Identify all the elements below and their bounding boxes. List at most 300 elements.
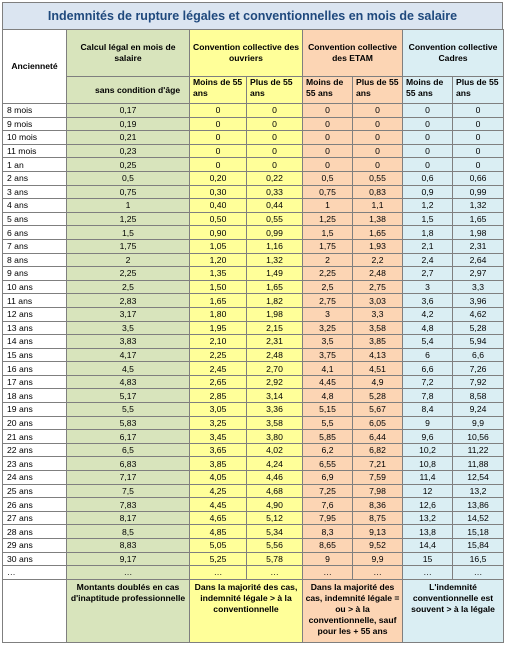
- cell-ouvriers-moins55: 4,85: [190, 525, 247, 539]
- cell-cadres-plus55: 9,9: [453, 416, 504, 430]
- cell-etam-moins55: 2,75: [303, 294, 353, 308]
- cell-anciennete: 12 ans: [3, 307, 67, 321]
- cell-ouvriers-plus55: 4,68: [247, 484, 303, 498]
- cell-cadres-moins55: 10,2: [403, 443, 453, 457]
- cell-anciennete: 8 mois: [3, 104, 67, 118]
- cell-ouvriers-moins55: 1,35: [190, 267, 247, 281]
- cell-legal: 7,5: [67, 484, 190, 498]
- cell-ouvriers-moins55: 5,25: [190, 552, 247, 566]
- table-row: [3, 375, 504, 389]
- cell-etam-moins55: 7,95: [303, 511, 353, 525]
- header-etam-plus55: Plus de 55 ans: [353, 77, 403, 104]
- cell-cadres-moins55: 15: [403, 552, 453, 566]
- cell-etam-plus55: 2,2: [353, 253, 403, 267]
- cell-etam-moins55: 0,75: [303, 185, 353, 199]
- cell-cadres-moins55: 4,2: [403, 307, 453, 321]
- cell-cadres-moins55: 2,1: [403, 239, 453, 253]
- cell-legal: …: [67, 566, 190, 580]
- cell-cadres-moins55: 9: [403, 416, 453, 430]
- cell-etam-moins55: 2,5: [303, 280, 353, 294]
- cell-cadres-plus55: 13,2: [453, 484, 504, 498]
- cell-anciennete: 15 ans: [3, 348, 67, 362]
- cell-ouvriers-moins55: 1,65: [190, 294, 247, 308]
- cell-ouvriers-plus55: 5,56: [247, 539, 303, 553]
- cell-cadres-plus55: 1,32: [453, 199, 504, 213]
- table-row: [3, 484, 504, 498]
- cell-anciennete: 28 ans: [3, 525, 67, 539]
- cell-ouvriers-moins55: 1,95: [190, 321, 247, 335]
- cell-ouvriers-moins55: 0: [190, 117, 247, 131]
- cell-cadres-plus55: 0: [453, 131, 504, 145]
- table-row: [3, 280, 504, 294]
- cell-ouvriers-moins55: 4,05: [190, 471, 247, 485]
- cell-ouvriers-moins55: 0: [190, 158, 247, 172]
- footer-cadres-note: L'indemnité conventionnelle est souvent > à la légale: [403, 579, 504, 642]
- table-row: [3, 117, 504, 131]
- cell-ouvriers-moins55: 1,80: [190, 307, 247, 321]
- cell-cadres-moins55: 0: [403, 117, 453, 131]
- cell-ouvriers-plus55: 0,33: [247, 185, 303, 199]
- cell-legal: 3,17: [67, 307, 190, 321]
- cell-anciennete: 14 ans: [3, 335, 67, 349]
- cell-ouvriers-plus55: …: [247, 566, 303, 580]
- cell-etam-moins55: 7,25: [303, 484, 353, 498]
- cell-ouvriers-moins55: 0: [190, 104, 247, 118]
- cell-etam-plus55: 5,67: [353, 403, 403, 417]
- cell-cadres-plus55: 2,64: [453, 253, 504, 267]
- cell-ouvriers-moins55: 3,45: [190, 430, 247, 444]
- cell-etam-plus55: 6,44: [353, 430, 403, 444]
- cell-etam-moins55: 6,2: [303, 443, 353, 457]
- cell-anciennete: 27 ans: [3, 511, 67, 525]
- cell-cadres-moins55: 13,8: [403, 525, 453, 539]
- cell-ouvriers-plus55: 4,90: [247, 498, 303, 512]
- table-row: [3, 552, 504, 566]
- cell-ouvriers-moins55: 0: [190, 131, 247, 145]
- cell-legal: 6,17: [67, 430, 190, 444]
- cell-legal: 0,75: [67, 185, 190, 199]
- cell-cadres-moins55: 2,7: [403, 267, 453, 281]
- cell-etam-moins55: 1,75: [303, 239, 353, 253]
- cell-ouvriers-moins55: 2,45: [190, 362, 247, 376]
- cell-ouvriers-plus55: 3,58: [247, 416, 303, 430]
- cell-ouvriers-plus55: 3,36: [247, 403, 303, 417]
- cell-ouvriers-moins55: 0,20: [190, 171, 247, 185]
- cell-cadres-moins55: 6,6: [403, 362, 453, 376]
- cell-legal: 5,5: [67, 403, 190, 417]
- table-row: [3, 403, 504, 417]
- cell-cadres-moins55: 1,2: [403, 199, 453, 213]
- cell-anciennete: 25 ans: [3, 484, 67, 498]
- header-ouvriers-plus55: Plus de 55 ans: [247, 77, 303, 104]
- cell-cadres-moins55: 12: [403, 484, 453, 498]
- cell-ouvriers-plus55: 1,82: [247, 294, 303, 308]
- cell-etam-moins55: 0: [303, 104, 353, 118]
- cell-cadres-moins55: 6: [403, 348, 453, 362]
- cell-legal: 8,17: [67, 511, 190, 525]
- cell-cadres-plus55: 13,86: [453, 498, 504, 512]
- cell-cadres-plus55: 2,31: [453, 239, 504, 253]
- table-row: [3, 443, 504, 457]
- cell-cadres-plus55: 0: [453, 144, 504, 158]
- cell-ouvriers-moins55: 1,50: [190, 280, 247, 294]
- cell-ouvriers-plus55: 4,46: [247, 471, 303, 485]
- cell-etam-plus55: 1,65: [353, 226, 403, 240]
- cell-ouvriers-moins55: 0,30: [190, 185, 247, 199]
- cell-ouvriers-plus55: 4,02: [247, 443, 303, 457]
- cell-anciennete: 13 ans: [3, 321, 67, 335]
- cell-anciennete: 29 ans: [3, 539, 67, 553]
- cell-cadres-moins55: 3,6: [403, 294, 453, 308]
- cell-etam-plus55: 6,05: [353, 416, 403, 430]
- cell-anciennete: 5 ans: [3, 212, 67, 226]
- cell-etam-moins55: 2: [303, 253, 353, 267]
- cell-cadres-moins55: 0: [403, 131, 453, 145]
- cell-cadres-plus55: 10,56: [453, 430, 504, 444]
- cell-cadres-moins55: 7,8: [403, 389, 453, 403]
- cell-legal: 2,83: [67, 294, 190, 308]
- cell-anciennete: 4 ans: [3, 199, 67, 213]
- cell-ouvriers-moins55: 4,45: [190, 498, 247, 512]
- cell-etam-moins55: 8,3: [303, 525, 353, 539]
- table-row: [3, 566, 504, 580]
- cell-etam-moins55: 3,5: [303, 335, 353, 349]
- cell-anciennete: 23 ans: [3, 457, 67, 471]
- cell-etam-plus55: 0: [353, 131, 403, 145]
- cell-etam-moins55: 2,25: [303, 267, 353, 281]
- footer-row: [3, 579, 504, 642]
- cell-etam-moins55: 1: [303, 199, 353, 213]
- cell-cadres-plus55: 3,3: [453, 280, 504, 294]
- cell-anciennete: 26 ans: [3, 498, 67, 512]
- cell-etam-moins55: 1,5: [303, 226, 353, 240]
- cell-ouvriers-plus55: 5,34: [247, 525, 303, 539]
- cell-etam-moins55: 4,45: [303, 375, 353, 389]
- cell-ouvriers-moins55: 2,10: [190, 335, 247, 349]
- table-title: Indemnités de rupture légales et conventionnelles en mois de salaire: [2, 2, 503, 29]
- cell-etam-plus55: 1,1: [353, 199, 403, 213]
- table-row: [3, 239, 504, 253]
- cell-ouvriers-plus55: 0,55: [247, 212, 303, 226]
- cell-cadres-plus55: 4,62: [453, 307, 504, 321]
- cell-legal: 3,83: [67, 335, 190, 349]
- cell-ouvriers-plus55: 0: [247, 131, 303, 145]
- cell-cadres-plus55: 6,6: [453, 348, 504, 362]
- cell-cadres-plus55: 14,52: [453, 511, 504, 525]
- cell-cadres-moins55: 11,4: [403, 471, 453, 485]
- table-row: [3, 416, 504, 430]
- header-row-sub: [3, 77, 504, 104]
- cell-ouvriers-moins55: 3,25: [190, 416, 247, 430]
- cell-legal: 2: [67, 253, 190, 267]
- cell-legal: 0,19: [67, 117, 190, 131]
- table-row: [3, 362, 504, 376]
- cell-cadres-plus55: 5,28: [453, 321, 504, 335]
- cell-cadres-plus55: 11,88: [453, 457, 504, 471]
- footer-empty-cell: [3, 579, 67, 642]
- footer-ouvriers-note: Dans la majorité des cas, indemnité légale > à la conventionnelle: [190, 579, 303, 642]
- cell-anciennete: 9 mois: [3, 117, 67, 131]
- cell-etam-plus55: 1,93: [353, 239, 403, 253]
- table-row: [3, 321, 504, 335]
- table-row: [3, 471, 504, 485]
- cell-etam-moins55: 6,55: [303, 457, 353, 471]
- cell-etam-plus55: 0: [353, 158, 403, 172]
- cell-anciennete: …: [3, 566, 67, 580]
- cell-etam-plus55: 0: [353, 144, 403, 158]
- header-row-main: [3, 30, 504, 77]
- cell-cadres-plus55: 7,92: [453, 375, 504, 389]
- header-legal: Calcul légal en mois de salaire: [67, 30, 190, 77]
- cell-legal: 0,25: [67, 158, 190, 172]
- cell-ouvriers-moins55: 1,20: [190, 253, 247, 267]
- cell-ouvriers-moins55: 3,05: [190, 403, 247, 417]
- cell-etam-plus55: 4,13: [353, 348, 403, 362]
- cell-etam-moins55: 3: [303, 307, 353, 321]
- cell-etam-plus55: 4,9: [353, 375, 403, 389]
- table-row: [3, 253, 504, 267]
- cell-ouvriers-plus55: 1,98: [247, 307, 303, 321]
- cell-etam-moins55: 5,5: [303, 416, 353, 430]
- cell-etam-moins55: 5,85: [303, 430, 353, 444]
- cell-etam-plus55: 7,59: [353, 471, 403, 485]
- cell-legal: 6,83: [67, 457, 190, 471]
- table-row: [3, 335, 504, 349]
- cell-legal: 7,83: [67, 498, 190, 512]
- cell-ouvriers-plus55: 2,92: [247, 375, 303, 389]
- header-anciennete: Ancienneté: [3, 30, 67, 104]
- cell-anciennete: 11 ans: [3, 294, 67, 308]
- header-sans-condition: sans condition d'âge: [67, 77, 190, 104]
- cell-etam-plus55: 7,21: [353, 457, 403, 471]
- cell-legal: 2,25: [67, 267, 190, 281]
- cell-anciennete: 11 mois: [3, 144, 67, 158]
- cell-cadres-plus55: 15,18: [453, 525, 504, 539]
- cell-etam-plus55: 9,9: [353, 552, 403, 566]
- table-row: [3, 389, 504, 403]
- cell-anciennete: 16 ans: [3, 362, 67, 376]
- cell-cadres-plus55: 12,54: [453, 471, 504, 485]
- header-etam-moins55: Moins de 55 ans: [303, 77, 353, 104]
- cell-etam-moins55: 9: [303, 552, 353, 566]
- table-row: [3, 171, 504, 185]
- cell-etam-moins55: 4,1: [303, 362, 353, 376]
- cell-ouvriers-moins55: 4,25: [190, 484, 247, 498]
- cell-ouvriers-plus55: 5,12: [247, 511, 303, 525]
- cell-anciennete: 7 ans: [3, 239, 67, 253]
- cell-cadres-moins55: 8,4: [403, 403, 453, 417]
- indemnity-table: [2, 29, 504, 643]
- cell-cadres-moins55: 5,4: [403, 335, 453, 349]
- cell-cadres-moins55: 7,2: [403, 375, 453, 389]
- cell-ouvriers-plus55: 2,31: [247, 335, 303, 349]
- footer-etam-note: Dans la majorité des cas, indemnité légale = ou > à la conventionnelle, sauf pour les + 55 ans: [303, 579, 403, 642]
- table-body: [3, 104, 504, 580]
- cell-cadres-moins55: 0: [403, 158, 453, 172]
- table-row: [3, 539, 504, 553]
- cell-etam-moins55: 0: [303, 131, 353, 145]
- cell-legal: 4,83: [67, 375, 190, 389]
- cell-etam-plus55: 9,13: [353, 525, 403, 539]
- table-row: [3, 348, 504, 362]
- cell-cadres-plus55: 0: [453, 104, 504, 118]
- cell-ouvriers-plus55: 1,16: [247, 239, 303, 253]
- cell-anciennete: 2 ans: [3, 171, 67, 185]
- cell-ouvriers-moins55: 0,90: [190, 226, 247, 240]
- cell-legal: 1,5: [67, 226, 190, 240]
- table-row: [3, 525, 504, 539]
- cell-cadres-moins55: 1,5: [403, 212, 453, 226]
- cell-cadres-plus55: 2,97: [453, 267, 504, 281]
- cell-ouvriers-moins55: 1,05: [190, 239, 247, 253]
- cell-etam-plus55: 9,52: [353, 539, 403, 553]
- table-row: [3, 104, 504, 118]
- cell-etam-plus55: 3,3: [353, 307, 403, 321]
- cell-cadres-plus55: 1,65: [453, 212, 504, 226]
- cell-etam-plus55: 4,51: [353, 362, 403, 376]
- cell-cadres-plus55: 0,99: [453, 185, 504, 199]
- cell-anciennete: 20 ans: [3, 416, 67, 430]
- table-row: [3, 294, 504, 308]
- cell-anciennete: 3 ans: [3, 185, 67, 199]
- cell-anciennete: 18 ans: [3, 389, 67, 403]
- cell-cadres-plus55: 0: [453, 117, 504, 131]
- cell-ouvriers-plus55: 5,78: [247, 552, 303, 566]
- header-etam: Convention collective des ETAM: [303, 30, 403, 77]
- cell-legal: 8,83: [67, 539, 190, 553]
- cell-etam-plus55: 3,85: [353, 335, 403, 349]
- cell-cadres-plus55: 7,26: [453, 362, 504, 376]
- cell-etam-plus55: 3,58: [353, 321, 403, 335]
- cell-anciennete: 10 mois: [3, 131, 67, 145]
- cell-anciennete: 19 ans: [3, 403, 67, 417]
- cell-cadres-plus55: 16,5: [453, 552, 504, 566]
- cell-cadres-moins55: 14,4: [403, 539, 453, 553]
- cell-cadres-plus55: 5,94: [453, 335, 504, 349]
- cell-etam-plus55: 0,55: [353, 171, 403, 185]
- cell-etam-moins55: 1,25: [303, 212, 353, 226]
- cell-legal: 1,25: [67, 212, 190, 226]
- cell-cadres-moins55: 0: [403, 144, 453, 158]
- cell-legal: 5,83: [67, 416, 190, 430]
- cell-ouvriers-plus55: 1,32: [247, 253, 303, 267]
- cell-ouvriers-plus55: 0,44: [247, 199, 303, 213]
- cell-legal: 4,17: [67, 348, 190, 362]
- cell-etam-moins55: 6,9: [303, 471, 353, 485]
- table-row: [3, 185, 504, 199]
- table-row: [3, 199, 504, 213]
- cell-ouvriers-plus55: 4,24: [247, 457, 303, 471]
- cell-cadres-plus55: …: [453, 566, 504, 580]
- cell-etam-plus55: 0: [353, 104, 403, 118]
- cell-etam-moins55: 8,65: [303, 539, 353, 553]
- cell-etam-moins55: 7,6: [303, 498, 353, 512]
- cell-ouvriers-plus55: 3,14: [247, 389, 303, 403]
- cell-legal: 3,5: [67, 321, 190, 335]
- cell-etam-plus55: …: [353, 566, 403, 580]
- cell-etam-moins55: 0: [303, 144, 353, 158]
- cell-etam-plus55: 8,75: [353, 511, 403, 525]
- cell-cadres-moins55: 0,9: [403, 185, 453, 199]
- cell-cadres-moins55: 1,8: [403, 226, 453, 240]
- cell-ouvriers-moins55: 2,25: [190, 348, 247, 362]
- cell-ouvriers-moins55: 3,65: [190, 443, 247, 457]
- cell-etam-plus55: 8,36: [353, 498, 403, 512]
- table-row: [3, 498, 504, 512]
- cell-etam-plus55: 6,82: [353, 443, 403, 457]
- cell-etam-moins55: 5,15: [303, 403, 353, 417]
- table-row: [3, 430, 504, 444]
- cell-etam-plus55: 0: [353, 117, 403, 131]
- cell-ouvriers-plus55: 2,48: [247, 348, 303, 362]
- cell-cadres-plus55: 11,22: [453, 443, 504, 457]
- cell-legal: 0,23: [67, 144, 190, 158]
- table-row: [3, 131, 504, 145]
- footer-legal-note: Montants doublés en cas d'inaptitude professionnelle: [67, 579, 190, 642]
- cell-anciennete: 30 ans: [3, 552, 67, 566]
- cell-ouvriers-moins55: 3,85: [190, 457, 247, 471]
- table-row: [3, 307, 504, 321]
- cell-etam-plus55: 0,83: [353, 185, 403, 199]
- cell-ouvriers-plus55: 0,22: [247, 171, 303, 185]
- header-ouvriers-moins55: Moins de 55 ans: [190, 77, 247, 104]
- cell-legal: 1,75: [67, 239, 190, 253]
- cell-anciennete: 6 ans: [3, 226, 67, 240]
- cell-cadres-moins55: 10,8: [403, 457, 453, 471]
- cell-cadres-moins55: 0,6: [403, 171, 453, 185]
- cell-cadres-plus55: 1,98: [453, 226, 504, 240]
- cell-ouvriers-moins55: 2,85: [190, 389, 247, 403]
- cell-ouvriers-plus55: 3,80: [247, 430, 303, 444]
- cell-legal: 0,5: [67, 171, 190, 185]
- cell-legal: 0,17: [67, 104, 190, 118]
- cell-ouvriers-plus55: 0,99: [247, 226, 303, 240]
- cell-cadres-moins55: 9,6: [403, 430, 453, 444]
- cell-legal: 8,5: [67, 525, 190, 539]
- cell-ouvriers-plus55: 0: [247, 144, 303, 158]
- table-row: [3, 158, 504, 172]
- cell-legal: 7,17: [67, 471, 190, 485]
- cell-cadres-moins55: …: [403, 566, 453, 580]
- cell-anciennete: 8 ans: [3, 253, 67, 267]
- cell-ouvriers-moins55: …: [190, 566, 247, 580]
- cell-ouvriers-plus55: 0: [247, 158, 303, 172]
- cell-legal: 5,17: [67, 389, 190, 403]
- cell-anciennete: 1 an: [3, 158, 67, 172]
- cell-anciennete: 22 ans: [3, 443, 67, 457]
- cell-cadres-moins55: 2,4: [403, 253, 453, 267]
- table-row: [3, 511, 504, 525]
- cell-ouvriers-moins55: 0,50: [190, 212, 247, 226]
- cell-etam-plus55: 2,48: [353, 267, 403, 281]
- cell-ouvriers-moins55: 2,65: [190, 375, 247, 389]
- table-row: [3, 144, 504, 158]
- cell-ouvriers-plus55: 0: [247, 104, 303, 118]
- indemnity-table-container: [2, 2, 503, 650]
- header-cadres: Convention collective Cadres: [403, 30, 504, 77]
- cell-legal: 1: [67, 199, 190, 213]
- header-ouvriers: Convention collective des ouvriers: [190, 30, 303, 77]
- cell-ouvriers-moins55: 0: [190, 144, 247, 158]
- cell-ouvriers-moins55: 5,05: [190, 539, 247, 553]
- cell-legal: 2,5: [67, 280, 190, 294]
- table-row: [3, 212, 504, 226]
- cell-etam-moins55: …: [303, 566, 353, 580]
- cell-etam-moins55: 3,25: [303, 321, 353, 335]
- cell-anciennete: 21 ans: [3, 430, 67, 444]
- cell-anciennete: 24 ans: [3, 471, 67, 485]
- cell-legal: 0,21: [67, 131, 190, 145]
